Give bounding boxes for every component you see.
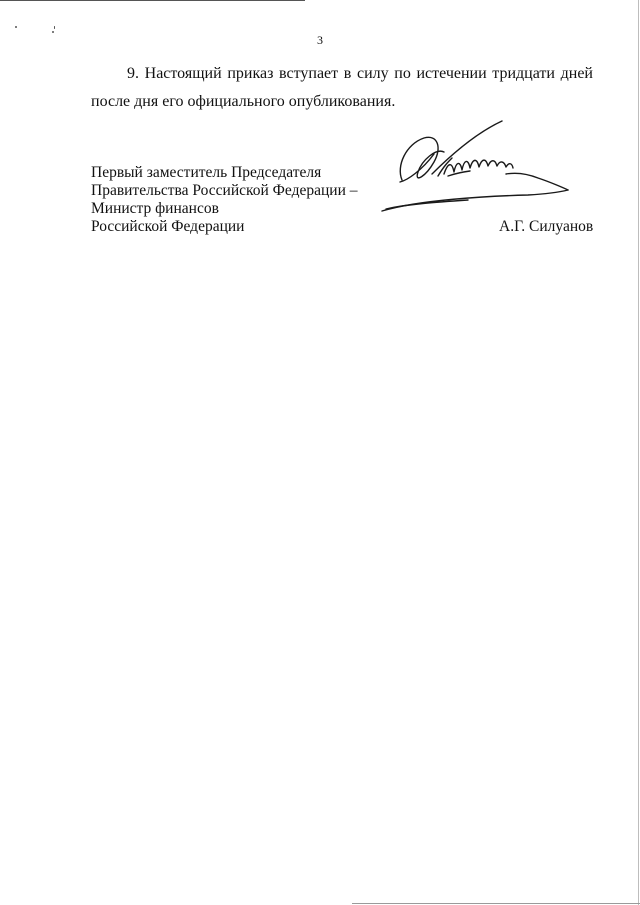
scan-edge-bottom	[352, 903, 640, 904]
page-number: 3	[317, 33, 323, 47]
signatory-title-line: Российской Федерации	[91, 218, 245, 235]
signatory-title-line: Правительства Российской Федерации –	[91, 182, 358, 199]
scan-speck	[15, 26, 17, 28]
paragraph-text: 9. Настоящий приказ вступает в силу по истечении тридцати дней после дня его официального опубликования.	[91, 65, 593, 110]
signatory-title-line: Первый заместитель Председателя	[91, 164, 322, 181]
scan-speck	[54, 26, 55, 29]
order-paragraph	[91, 60, 593, 116]
handwritten-signature	[378, 118, 593, 216]
signatory-name: А.Г. Силуанов	[499, 218, 594, 235]
signatory-title	[91, 164, 358, 236]
scan-edge-right	[638, 0, 639, 905]
signatory-title-line: Министр финансов	[91, 200, 219, 217]
scan-edge-top	[0, 0, 305, 1]
